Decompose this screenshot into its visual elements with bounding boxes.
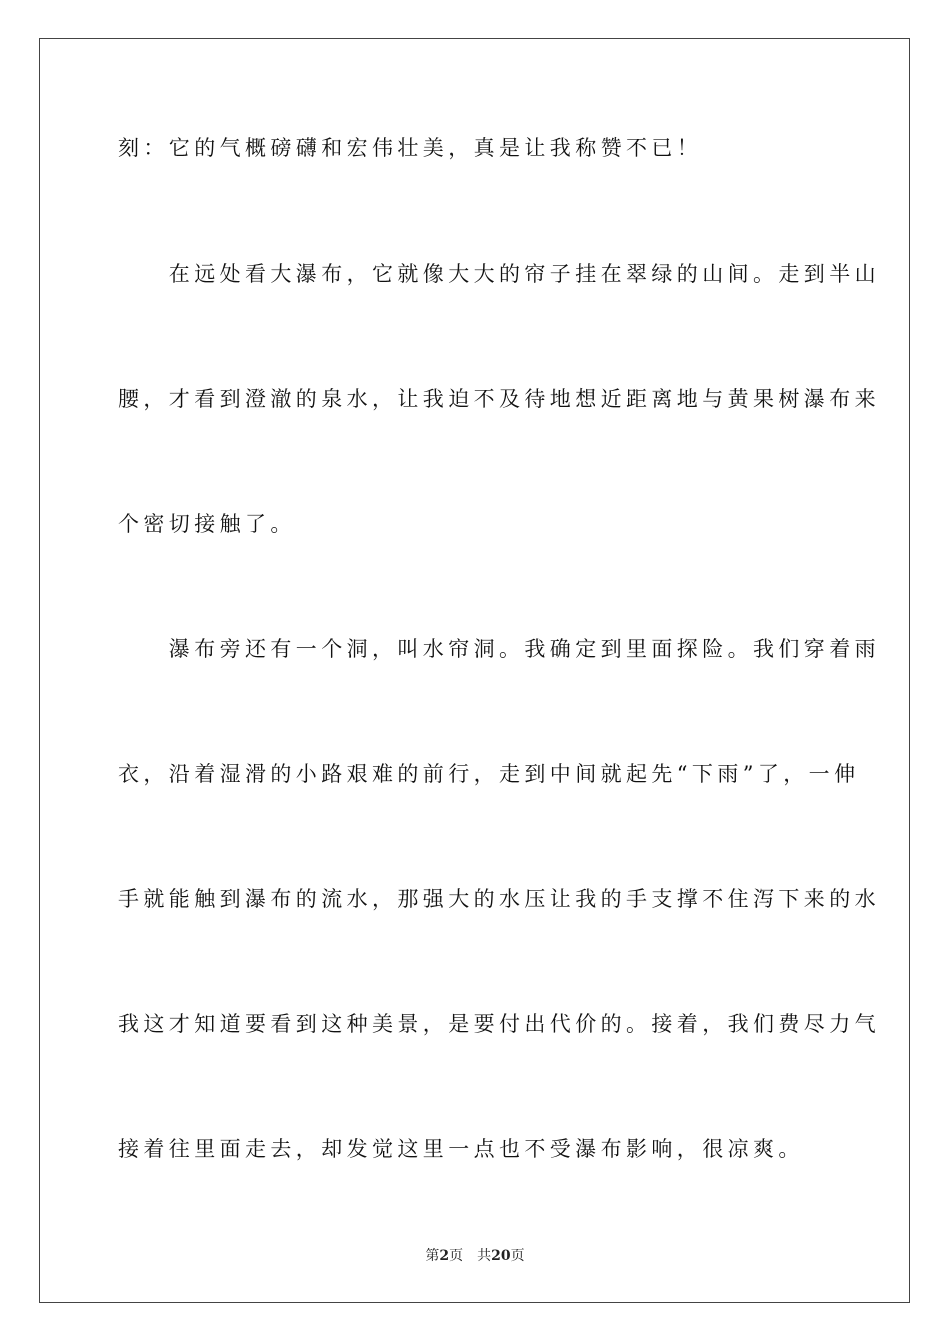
text-line-9: 接着往里面走去，却发觉这里一点也不受瀑布影响，很凉爽。 xyxy=(118,1137,804,1161)
text-line-5: 瀑布旁还有一个洞，叫水帘洞。我确定到里面探险。我们穿着雨 xyxy=(118,637,880,661)
page-footer xyxy=(0,1247,950,1265)
page-total-suffix: 页 xyxy=(510,1248,525,1264)
text-line-6: 衣，沿着湿滑的小路艰难的前行，走到中间就起先“下雨”了，一伸 xyxy=(118,762,860,786)
text-line-2: 在远处看大瀑布，它就像大大的帘子挂在翠绿的山间。走到半山 xyxy=(118,262,880,286)
page-number-suffix: 页 xyxy=(449,1248,464,1264)
page-total-count: 20 xyxy=(491,1248,511,1264)
text-line-4: 个密切接触了。 xyxy=(118,512,296,536)
page-number-current: 2 xyxy=(439,1248,450,1264)
text-line-8: 我这才知道要看到这种美景，是要付出代价的。接着，我们费尽力气 xyxy=(118,1012,880,1036)
text-line-3: 腰，才看到澄澈的泉水，让我迫不及待地想近距离地与黄果树瀑布来 xyxy=(118,387,880,411)
page-number-prefix: 第 xyxy=(425,1248,440,1264)
text-line-1: 刻：它的气概磅礴和宏伟壮美，真是让我称赞不已！ xyxy=(118,136,703,160)
page-total-prefix: 共 xyxy=(477,1248,492,1264)
text-line-7: 手就能触到瀑布的流水，那强大的水压让我的手支撑不住泻下来的水 xyxy=(118,887,880,911)
page-border xyxy=(39,38,910,1303)
